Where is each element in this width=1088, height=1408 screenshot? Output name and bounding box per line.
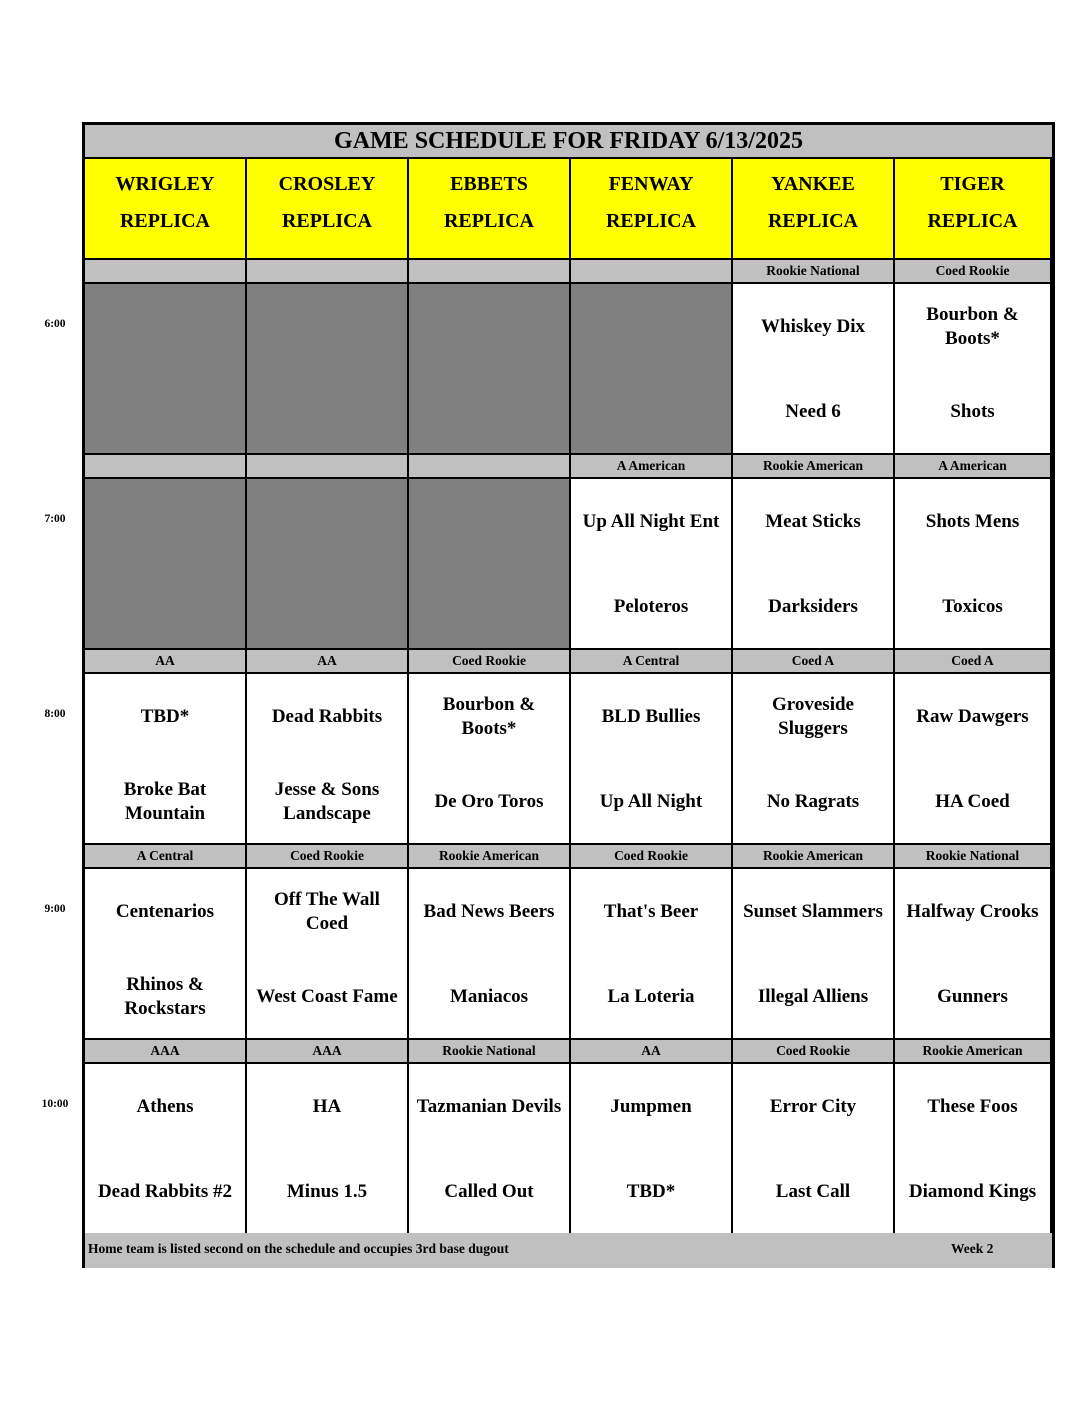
division-label: Coed Rookie <box>571 845 733 869</box>
field-header <box>895 159 1052 260</box>
division-label: A Central <box>85 845 247 869</box>
field-header <box>85 159 247 260</box>
division-label: AAA <box>247 1040 409 1064</box>
division-label: Coed Rookie <box>247 845 409 869</box>
home-team: Need 6 <box>785 401 841 422</box>
schedule-table <box>82 122 1055 1268</box>
division-label <box>85 455 247 479</box>
game-cell <box>733 284 895 455</box>
empty-slot <box>409 479 571 650</box>
empty-slot <box>571 284 733 455</box>
division-label: AA <box>85 650 247 674</box>
home-team: La Loteria <box>607 986 695 1007</box>
away-team: Dead Rabbits <box>271 706 383 727</box>
game-cell <box>733 869 895 1040</box>
home-team-note: Home team is listed second on the schedule and occupies 3rd base dugout <box>88 1241 509 1256</box>
away-team: Groveside Sluggers <box>772 694 854 739</box>
home-team: Darksiders <box>768 596 858 617</box>
game-cell <box>247 869 409 1040</box>
division-label: Coed A <box>733 650 895 674</box>
game-cell <box>733 674 895 845</box>
away-team: Sunset Slammers <box>743 901 883 922</box>
field-subtitle: REPLICA <box>443 210 534 232</box>
home-team: Dead Rabbits #2 <box>97 1181 233 1202</box>
away-team: Jumpmen <box>610 1096 692 1117</box>
game-cell <box>733 479 895 650</box>
home-team: Peloteros <box>613 596 689 617</box>
field-header <box>409 159 571 260</box>
game-cell <box>895 1064 1052 1235</box>
time-label: 7:00 <box>44 513 66 525</box>
division-label: A Central <box>571 650 733 674</box>
game-cell <box>247 1064 409 1235</box>
division-label <box>409 260 571 284</box>
away-team: Tazmanian Devils <box>416 1096 562 1117</box>
time-label: 10:00 <box>41 1098 69 1110</box>
away-team: Athens <box>136 1096 194 1117</box>
away-team: Centenarios <box>115 901 215 922</box>
away-team: Error City <box>769 1096 857 1117</box>
empty-slot <box>85 479 247 650</box>
week-label: Week 2 <box>951 1241 994 1256</box>
away-team: BLD Bullies <box>601 706 701 727</box>
home-team: Minus 1.5 <box>286 1181 368 1202</box>
game-cell <box>85 674 247 845</box>
home-team: De Oro Toros <box>434 791 544 812</box>
away-team: That's Beer <box>603 901 699 922</box>
home-team: Broke Bat Mountain <box>123 779 207 824</box>
division-label <box>571 260 733 284</box>
field-subtitle: REPLICA <box>281 210 372 232</box>
away-team: Shots Mens <box>925 511 1020 532</box>
time-label: 6:00 <box>44 318 66 330</box>
away-team: Raw Dawgers <box>916 706 1029 727</box>
field-name: TIGER <box>940 173 1005 195</box>
field-subtitle: REPLICA <box>605 210 696 232</box>
home-team: No Ragrats <box>766 791 860 812</box>
away-team: Up All Night Ent <box>582 511 720 532</box>
away-team: Whiskey Dix <box>761 316 865 337</box>
division-label: AA <box>247 650 409 674</box>
game-cell <box>895 869 1052 1040</box>
away-team: Off The Wall Coed <box>274 889 380 934</box>
time-label: 8:00 <box>44 708 66 720</box>
division-label: A American <box>895 455 1052 479</box>
game-cell <box>895 479 1052 650</box>
division-label: Coed A <box>895 650 1052 674</box>
division-label: AA <box>571 1040 733 1064</box>
away-team: Meat Sticks <box>765 511 861 532</box>
empty-slot <box>247 479 409 650</box>
division-label <box>247 455 409 479</box>
away-team: Bourbon & Boots* <box>442 694 536 739</box>
time-label: 9:00 <box>44 903 66 915</box>
away-team: Bad News Beers <box>423 901 555 922</box>
game-cell <box>733 1064 895 1235</box>
field-subtitle: REPLICA <box>119 210 210 232</box>
game-cell <box>895 284 1052 455</box>
game-cell <box>571 479 733 650</box>
game-cell <box>409 1064 571 1235</box>
away-team: These Foos <box>927 1096 1018 1117</box>
empty-slot <box>247 284 409 455</box>
field-name: FENWAY <box>608 173 694 195</box>
home-team: HA Coed <box>935 791 1010 812</box>
division-label: A American <box>571 455 733 479</box>
home-team: Illegal Alliens <box>757 986 869 1007</box>
away-team: Halfway Crooks <box>906 901 1039 922</box>
home-team: Maniacos <box>449 986 529 1007</box>
division-label: Coed Rookie <box>895 260 1052 284</box>
game-cell <box>409 674 571 845</box>
game-cell <box>247 674 409 845</box>
division-label: Rookie National <box>733 260 895 284</box>
field-name: EBBETS <box>450 173 528 195</box>
away-team: Bourbon & Boots* <box>926 304 1019 349</box>
field-subtitle: REPLICA <box>927 210 1018 232</box>
home-team: Called Out <box>444 1181 534 1202</box>
division-label: Rookie American <box>409 845 571 869</box>
game-cell <box>571 674 733 845</box>
field-name: YANKEE <box>771 173 855 195</box>
game-cell <box>571 869 733 1040</box>
game-cell <box>571 1064 733 1235</box>
home-team: West Coast Fame <box>256 986 398 1007</box>
home-team: Up All Night <box>599 791 703 812</box>
division-label: Coed Rookie <box>733 1040 895 1064</box>
field-header <box>247 159 409 260</box>
field-name: WRIGLEY <box>115 173 215 195</box>
empty-slot <box>85 284 247 455</box>
home-team: Diamond Kings <box>908 1181 1037 1202</box>
field-subtitle: REPLICA <box>767 210 858 232</box>
footer-bar <box>85 1233 1052 1268</box>
division-label: Rookie American <box>733 845 895 869</box>
division-label: Rookie American <box>733 455 895 479</box>
home-team: Jesse & Sons Landscape <box>274 779 380 824</box>
home-team: Toxicos <box>942 596 1003 617</box>
game-cell <box>85 869 247 1040</box>
home-team: Shots <box>950 401 995 422</box>
division-label: Rookie National <box>895 845 1052 869</box>
division-label: Rookie American <box>895 1040 1052 1064</box>
division-label <box>85 260 247 284</box>
game-cell <box>895 674 1052 845</box>
division-label <box>247 260 409 284</box>
home-team: Gunners <box>937 986 1008 1007</box>
schedule-title: GAME SCHEDULE FOR FRIDAY 6/13/2025 <box>85 125 1052 159</box>
game-cell <box>85 1064 247 1235</box>
field-name: CROSLEY <box>278 173 376 195</box>
away-team: TBD* <box>140 706 190 727</box>
game-cell <box>409 869 571 1040</box>
empty-slot <box>409 284 571 455</box>
division-label <box>409 455 571 479</box>
away-team: HA <box>312 1096 342 1117</box>
field-header <box>733 159 895 260</box>
field-header <box>571 159 733 260</box>
division-label: Coed Rookie <box>409 650 571 674</box>
division-label: AAA <box>85 1040 247 1064</box>
home-team: Rhinos & Rockstars <box>124 974 206 1019</box>
home-team: Last Call <box>775 1181 851 1202</box>
division-label: Rookie National <box>409 1040 571 1064</box>
home-team: TBD* <box>626 1181 676 1202</box>
